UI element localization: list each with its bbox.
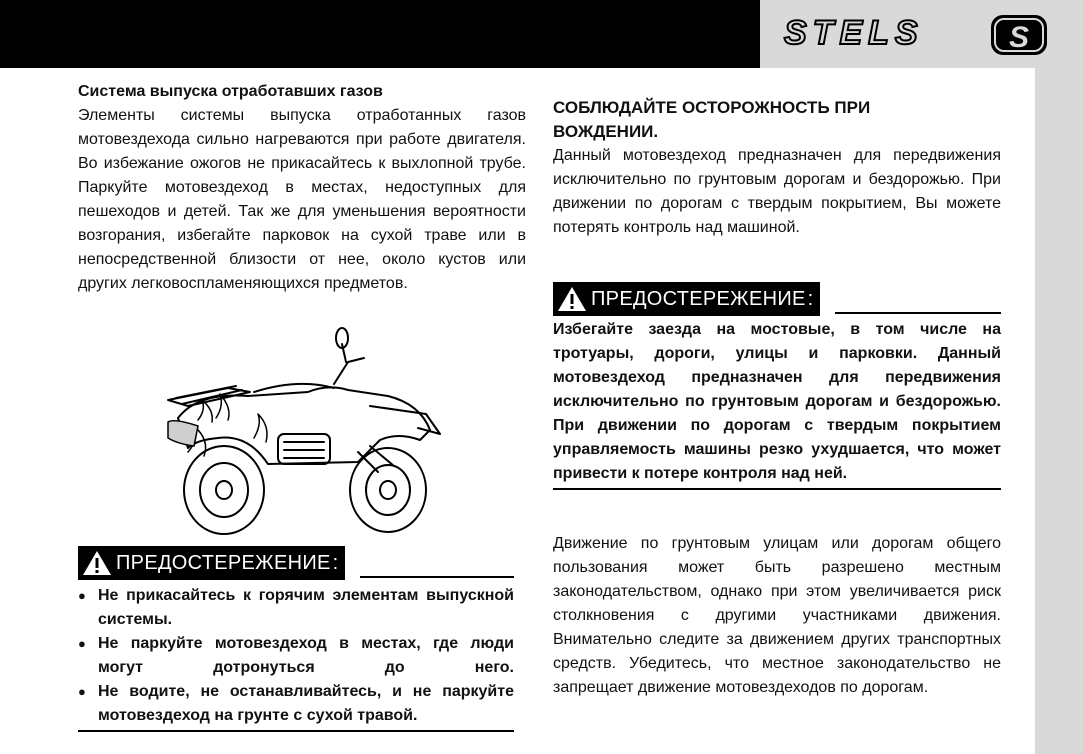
closing-block (553, 532, 1001, 700)
right-column (553, 96, 1001, 240)
header-black-bar (0, 0, 760, 68)
warning-label: ПРЕДОСТЕРЕЖЕНИЕ (591, 288, 806, 310)
bullet-item: ● Не паркуйте мотовездеход в местах, где люди могут дотронуться до него. (78, 632, 514, 680)
exhaust-paragraph: Элементы системы выпуска отработанных газов мотовездехода сильно нагреваются при работе двигателя. Во избежание ожогов не прикасайтесь к выхлопной трубе. Паркуйте мотовездеход в местах, недоступных для пешеходов и детей. Так же для уменьшения вероятности возгорания, избегайте парковок на сухой траве или в непосредственной близости от нее, около кустов или других легковоспламеняющихся предметов. (78, 107, 526, 292)
warning-label: ПРЕДОСТЕРЕЖЕНИЕ (116, 552, 331, 574)
brand-s-icon (988, 12, 1050, 58)
warning-underline (360, 576, 514, 578)
left-column (78, 80, 526, 296)
warning-underline (835, 312, 1001, 314)
warning-bullet-list (78, 584, 514, 728)
section-title-line2: ВОЖДЕНИИ. (553, 122, 659, 141)
bullet-item: ● Не прикасайтесь к горячим элементам выпускной системы. (78, 584, 514, 632)
warning-colon: : (807, 288, 814, 310)
warning-colon: : (332, 552, 339, 574)
right-warning-block (553, 282, 1001, 490)
brand-logo-text: STELS (784, 14, 924, 52)
warning-paragraph: Избегайте заезда на мостовые, в том числе на тротуары, дороги, улицы и парковки. Данный мотовездеход предназначен для передвижения исключительно по грунтовым дорогам и бездорожью. При движении по дорогам с твердым покрытием управляемость машины резко ухудшается, что может привести к потере контроля над ней. (553, 321, 1001, 482)
brand-area (760, 0, 1083, 68)
atv-illustration (158, 322, 458, 540)
section-title-line1: СОБЛЮДАЙТЕ ОСТОРОЖНОСТЬ ПРИ (553, 98, 871, 117)
warning-header-left (78, 546, 514, 580)
side-strip (1035, 68, 1083, 754)
left-warning-block (78, 546, 514, 732)
warning-header-right (553, 282, 1001, 316)
section-title-exhaust: Система выпуска отработавших газов (78, 83, 383, 100)
warning-bottom-rule (553, 488, 1001, 490)
warning-triangle-icon (557, 285, 587, 313)
brand-s-letter: S (1008, 21, 1030, 54)
bullet-item: ● Не водите, не останавливайтесь, и не паркуйте мотовездеход на грунте с сухой травой. (78, 680, 514, 728)
closing-paragraph: Движение по грунтовым улицам или дорогам общего пользования может быть разрешено местным законодательством, однако при этом увеличивается риск столкновения с другими участниками движения. Внимательно следите за движением других транспортных средств. Убедитесь, что местное законодательство не запрещает движение мотовездеходов по дорогам. (553, 535, 1001, 696)
warning-bottom-rule (78, 730, 514, 732)
intro-paragraph: Данный мотовездеход предназначен для передвижения исключительно по грунтовым дорогам и бездорожью. При движении по дорогам с твердым покрытием, Вы можете потерять контроль над машиной. (553, 147, 1001, 236)
warning-triangle-icon (82, 549, 112, 577)
